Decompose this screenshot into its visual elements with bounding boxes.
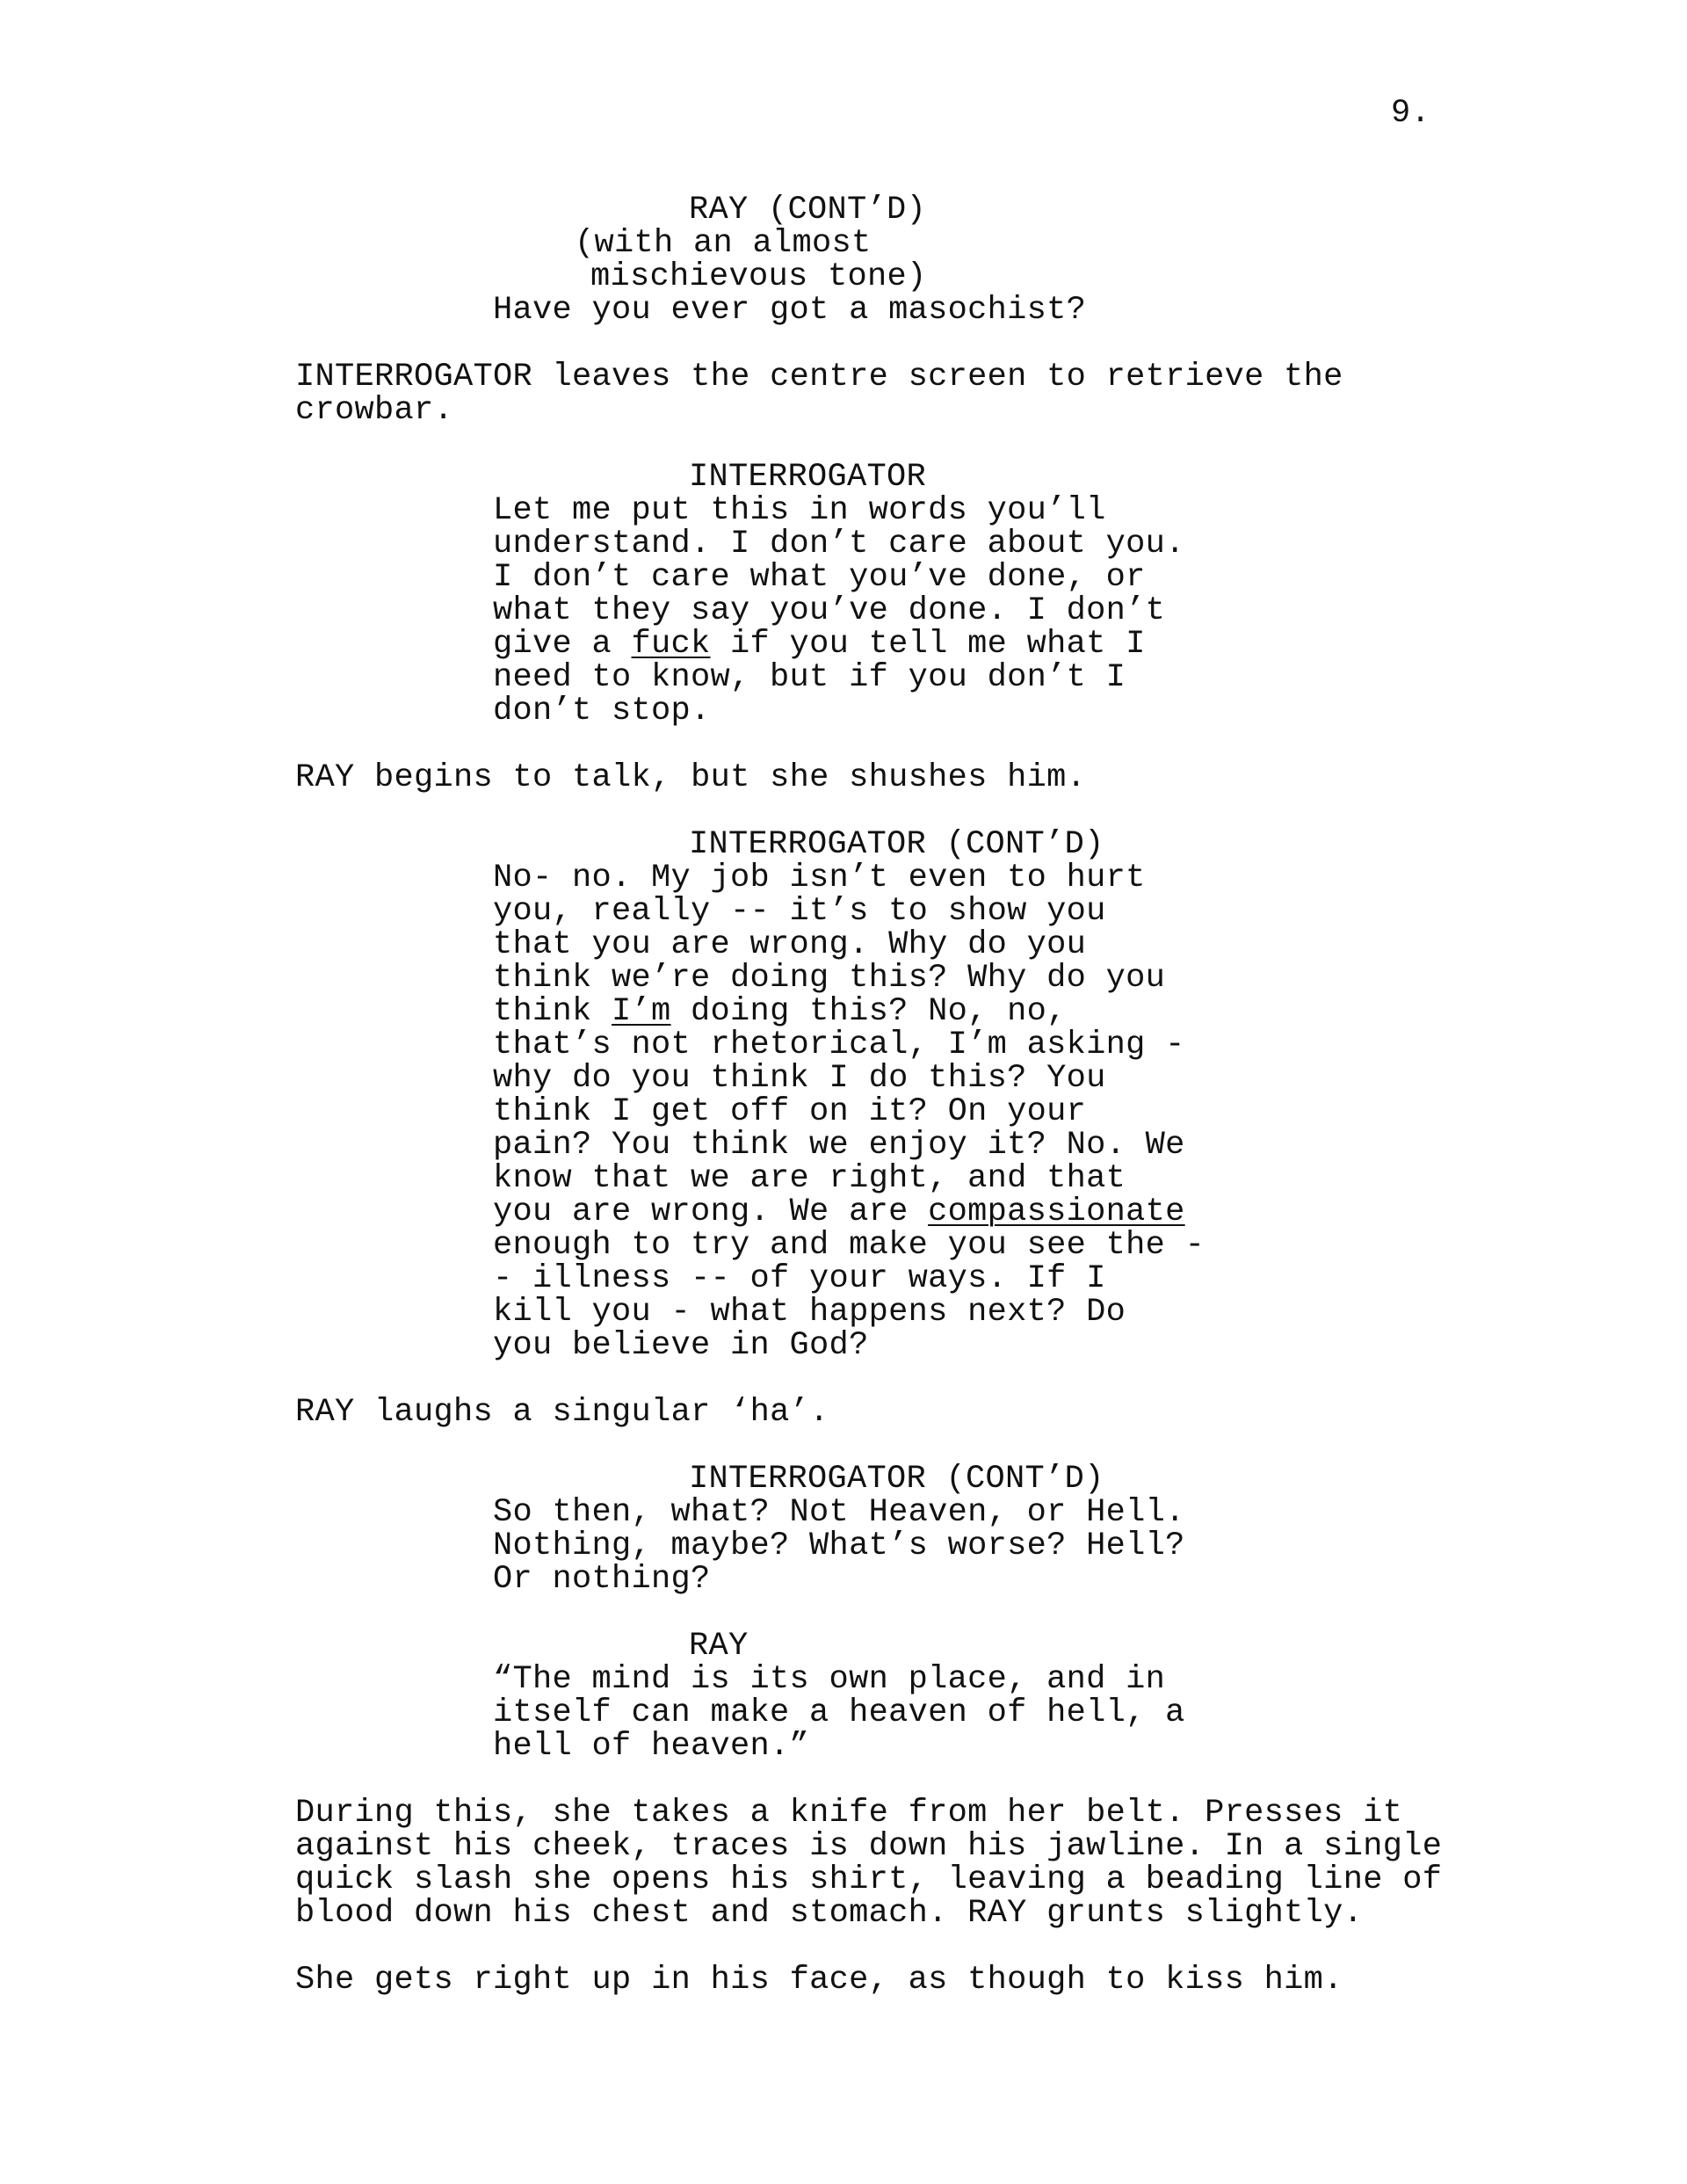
dialogue-line: think we’re doing this? Why do you — [493, 960, 1166, 997]
dialogue-line: what they say you’ve done. I don’t — [493, 592, 1166, 629]
dialogue-line: you, really -- it’s to show you — [493, 893, 1106, 930]
dialogue-line: I don’t care what you’ve done, or — [493, 559, 1146, 596]
dialogue-line: No- no. My job isn’t even to hurt — [493, 860, 1146, 896]
dialogue-line: pain? You think we enjoy it? No. We — [493, 1127, 1185, 1164]
dialogue-line: that’s not rhetorical, I’m asking - — [493, 1027, 1185, 1063]
dialogue-line: know that we are right, and that — [493, 1160, 1126, 1197]
dialogue-line: think I get off on it? On your — [493, 1093, 1087, 1130]
action-line: RAY laughs a singular ‘ha’. — [295, 1394, 829, 1431]
action-line: against his cheek, traces is down his jawline. In a single — [295, 1828, 1443, 1865]
character-name: INTERROGATOR (CONT’D) — [689, 1461, 1104, 1498]
dialogue-line: think I’m doing this? No, no, — [493, 993, 1067, 1030]
parenthetical: mischievous tone) — [590, 258, 927, 295]
dialogue-line: Or nothing? — [493, 1561, 711, 1598]
dialogue-line: enough to try and make you see the - — [493, 1227, 1206, 1264]
underlined-emphasis: compassionate — [928, 1194, 1185, 1230]
dialogue-line: you believe in God? — [493, 1327, 869, 1364]
character-name: RAY — [689, 1628, 749, 1665]
underlined-emphasis: I’m — [612, 993, 671, 1030]
dialogue-line: Have you ever got a masochist? — [493, 292, 1087, 329]
action-line: crowbar. — [295, 392, 454, 429]
dialogue-line: So then, what? Not Heaven, or Hell. — [493, 1494, 1185, 1531]
character-name: INTERROGATOR — [689, 459, 927, 496]
dialogue-line: itself can make a heaven of hell, a — [493, 1694, 1185, 1731]
dialogue-line: Let me put this in words you’ll — [493, 492, 1106, 529]
dialogue-line: you are wrong. We are compassionate — [493, 1194, 1185, 1230]
dialogue-line: need to know, but if you don’t I — [493, 659, 1126, 696]
dialogue-line: why do you think I do this? You — [493, 1060, 1106, 1097]
dialogue-line: that you are wrong. Why do you — [493, 926, 1087, 963]
action-line: During this, she takes a knife from her belt. Presses it — [295, 1795, 1403, 1832]
action-line: RAY begins to talk, but she shushes him. — [295, 759, 1087, 796]
character-name: RAY (CONT’D) — [689, 192, 927, 229]
dialogue-line: kill you - what happens next? Do — [493, 1294, 1126, 1331]
dialogue-line: give a fuck if you tell me what I — [493, 626, 1146, 663]
action-line: blood down his chest and stomach. RAY grunts slightly. — [295, 1895, 1364, 1932]
dialogue-line: understand. I don’t care about you. — [493, 526, 1185, 562]
dialogue-line: Nothing, maybe? What’s worse? Hell? — [493, 1527, 1185, 1564]
underlined-emphasis: fuck — [631, 626, 711, 663]
dialogue-line: hell of heaven.” — [493, 1728, 810, 1765]
parenthetical: (with an almost — [575, 225, 872, 262]
action-line: She gets right up in his face, as though to kiss him. — [295, 1962, 1343, 1999]
dialogue-line: don’t stop. — [493, 693, 711, 729]
action-line: quick slash she opens his shirt, leaving a beading line of — [295, 1861, 1443, 1898]
action-line: INTERROGATOR leaves the centre screen to retrieve the — [295, 359, 1343, 395]
dialogue-line: “The mind is its own place, and in — [493, 1661, 1166, 1698]
character-name: INTERROGATOR (CONT’D) — [689, 826, 1104, 863]
page-number: 9. — [1391, 95, 1431, 132]
dialogue-line: - illness -- of your ways. If I — [493, 1260, 1106, 1297]
